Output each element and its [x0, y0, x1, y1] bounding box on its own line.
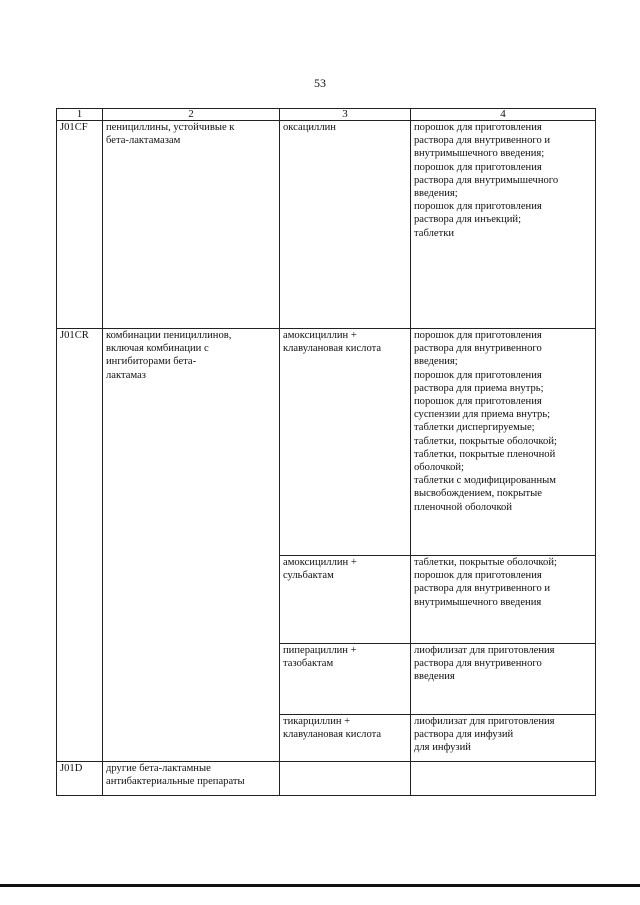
bottom-rule	[0, 884, 640, 887]
atc-code: J01CR	[57, 329, 103, 762]
dosage-forms: таблетки, покрытые оболочкой; порошок для приготовления раствора для внутривенного и внутримышечного введения	[411, 556, 596, 644]
dosage-forms: порошок для приготовления раствора для внутривенного введения; порошок для приготовления раствора для приема внутрь; порошок для приготовления суспензии для приема внутрь; таблетки диспергируемые; таблетки, покрытые оболочкой; таблетки, покрытые пленочной оболочкой; таблетки с модифицированным высвобождением, покрытые пленочной оболочкой	[411, 329, 596, 556]
drug-name: оксациллин	[280, 121, 411, 329]
page-number: 53	[314, 76, 326, 90]
dosage-forms: лиофилизат для приготовления раствора для инфузий для инфузий	[411, 715, 596, 762]
drug-name: амоксициллин + сульбактам	[280, 556, 411, 644]
group-name: пенициллины, устойчивые к бета-лактамазам	[103, 121, 280, 329]
group-name: другие бета-лактамные антибактериальные препараты	[103, 762, 280, 796]
dosage-forms: лиофилизат для приготовления раствора для внутривенного введения	[411, 644, 596, 715]
header-col-3: 3	[280, 109, 411, 121]
drug-name: тикарциллин + клавулановая кислота	[280, 715, 411, 762]
header-col-4: 4	[411, 109, 596, 121]
drug-name: амоксициллин + клавулановая кислота	[280, 329, 411, 556]
table-header-row	[57, 109, 596, 121]
table-row	[57, 762, 596, 796]
table-row	[57, 329, 596, 556]
atc-code: J01D	[57, 762, 103, 796]
dosage-forms	[411, 762, 596, 796]
table-row	[57, 121, 596, 329]
group-name: комбинации пенициллинов, включая комбинации с ингибиторами бета- лактамаз	[103, 329, 280, 762]
header-col-1: 1	[57, 109, 103, 121]
drug-name: пиперациллин + тазобактам	[280, 644, 411, 715]
dosage-forms: порошок для приготовления раствора для внутривенного и внутримышечного введения; порошок для приготовления раствора для внутримышечного введения; порошок для приготовления раствора для инъекций; таблетки	[411, 121, 596, 329]
drug-name	[280, 762, 411, 796]
drug-table	[56, 108, 596, 796]
atc-code: J01CF	[57, 121, 103, 329]
header-col-2: 2	[103, 109, 280, 121]
